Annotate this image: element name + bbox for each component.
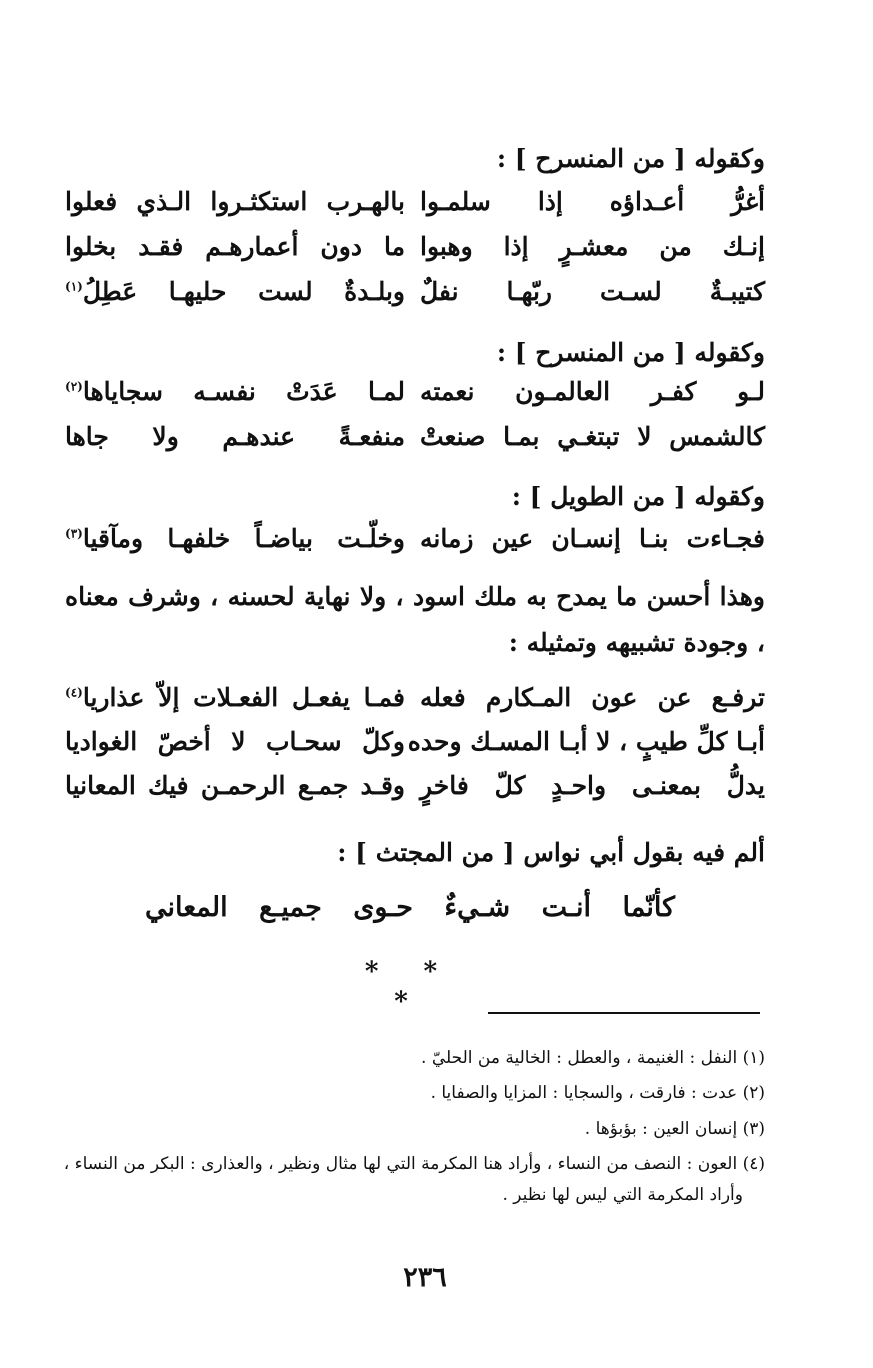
footnote-3: (٣) إنسان العين : بؤبؤها . (584, 1119, 765, 1139)
verse-second-hemistich: وكلّ سحـاب لا أخصّ الغواديا (65, 727, 405, 756)
verse-line-7 (65, 680, 765, 716)
poem-intro-3: وكقوله [ من الطويل ] : (511, 482, 765, 511)
verse-line-9 (65, 768, 765, 804)
footnote-ref-2: (٢) (65, 379, 83, 394)
verse-first-hemistich: لـو كفـر العالمـون نعمته (420, 377, 765, 406)
verse-second-hemistich: ما دون أعمارهـم فقـد بخلوا (65, 232, 405, 261)
page-number: ٢٣٦ (403, 1262, 447, 1293)
verse-first-hemistich: أغرُّ أعـداؤه إذا سلمـوا (420, 187, 765, 216)
footnote-ref-4: (٤) (65, 685, 83, 700)
verse-line-6 (65, 521, 765, 557)
footnote-2: (٢) عدت : فارقت ، والسجايا : المزايا والصفايا . (430, 1083, 765, 1103)
poem-intro-4: ألم فيه بقول أبي نواس [ من المجتث ] : (337, 838, 765, 867)
verse-first-hemistich: كالشمس لا تبتغـي بمـا صنعتْ (420, 422, 765, 451)
verse-word: شـيءٌ (444, 892, 511, 923)
footnote-4-continued: وأراد المكرمة التي ليس لها نظير . (502, 1185, 743, 1205)
centered-verse (145, 888, 675, 928)
verse-second-hemistich: وقـد جمـع الرحمـن فيك المعانيا (65, 771, 405, 800)
footnote-rule (488, 1012, 760, 1014)
footnote-4: (٤) العون : النصف من النساء ، وأراد هنا المكرمة التي لها مثال ونظير ، والعذارى : البكر من النساء ، (63, 1154, 765, 1174)
verse-line-5 (65, 419, 765, 455)
verse-second-hemistich: لمـا عَدَتْ نفسـه سجاياها$^{(٢)}$ (65, 377, 405, 406)
footnote-1: (١) النفل : الغنيمة ، والعطل : الخالية من الحليّ . (421, 1048, 765, 1068)
verse-first-hemistich: إنـك من معشـرٍ إذا وهبوا (420, 232, 765, 261)
verse-line-8 (65, 724, 765, 760)
verse-second-hemistich: بالهـرب استكثـروا الـذي فعلوا (65, 187, 405, 216)
verse-second-hemistich: منفعـةً عندهـم ولا جاها (65, 422, 405, 451)
verse-word: أنـت (541, 892, 592, 923)
verse-line-1 (65, 184, 765, 220)
verse-word: كأنّما (622, 892, 675, 923)
verse-line-2 (65, 229, 765, 265)
verse-line-4 (65, 374, 765, 410)
verse-first-hemistich: فجـاءت بنـا إنسـان عين زمانه (420, 524, 765, 553)
footnote-ref-3: (٣) (65, 526, 83, 541)
section-separator: * * * (364, 957, 456, 1017)
verse-second-hemistich: فمـا يفعـل الفعـلات إلاّ عذاريا$^{(٤)}$ (65, 683, 405, 712)
verse-word: حـوى جميـع المعاني (145, 892, 413, 923)
verse-line-3 (65, 274, 765, 310)
verse-second-hemistich: وخلّـت بياضـاً خلفهـا ومآقيا$^{(٣)}$ (65, 524, 405, 553)
commentary-paragraph: وهذا أحسن ما يمدح به ملك اسود ، ولا نهاية لحسنه ، وشرف معناه ، وجودة تشبيهه وتمثيله : (65, 582, 765, 657)
verse-first-hemistich: يدلُّ بمعنـى واحـدٍ كلّ فاخرٍ (420, 771, 765, 800)
verse-first-hemistich: كتيبـةٌ لسـت ربّهـا نفلٌ (420, 277, 765, 306)
verse-first-hemistich: أبـا كلِّ طيبٍ ، لا أبـا المسـك وحده (407, 727, 765, 756)
verse-first-hemistich: ترفـع عن عون المـكارم فعله (420, 683, 765, 712)
footnote-ref-1: (١) (65, 279, 83, 294)
poem-intro-1: وكقوله [ من المنسرح ] : (496, 144, 765, 173)
verse-second-hemistich: وبلـدةٌ لست حليهـا عَطِلُ$^{(١)}$ (65, 277, 405, 306)
poem-intro-2: وكقوله [ من المنسرح ] : (496, 338, 765, 367)
